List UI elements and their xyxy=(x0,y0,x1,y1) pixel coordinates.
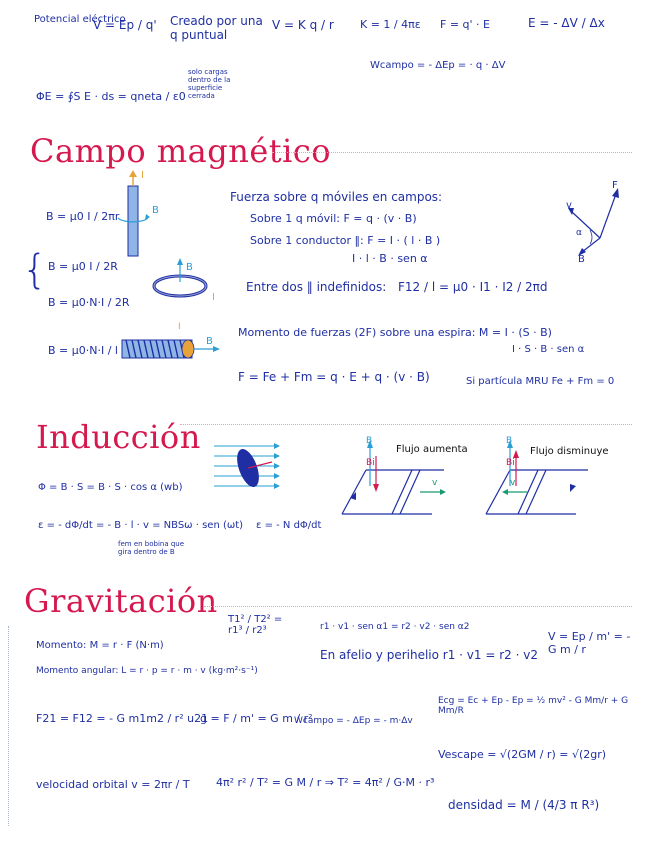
fuerza-title: Fuerza sobre q móviles en campos: xyxy=(230,190,443,204)
areas-formula: r1 · v1 · sen α1 = r2 · v2 · sen α2 xyxy=(320,622,470,632)
title-divider xyxy=(180,424,632,425)
potencial-formula: V = Ep / q' xyxy=(93,18,157,32)
vorbital-formula: velocidad orbital v = 2πr / T xyxy=(36,778,190,791)
flujo-disminuye-label: Flujo disminuye xyxy=(530,446,609,457)
force-label-F: F xyxy=(612,180,618,191)
force-label-B: B xyxy=(578,254,585,265)
force-label-v: v xyxy=(566,200,572,211)
sobre-conductor-formula-2: I · l · B · sen α xyxy=(352,252,428,265)
margin-line xyxy=(8,626,9,826)
f-formula: F = q' · E xyxy=(440,18,490,31)
momento-angular-formula: Momento angular: L = r · p = r · m · v (kg·m²·s⁻¹) xyxy=(36,666,258,676)
wire-field-label: B xyxy=(152,205,159,216)
flux-formula: ΦE = ∮S E · ds = qneta / ε0 xyxy=(36,90,186,103)
force-label-alpha: α xyxy=(576,228,582,238)
disminuye-B-label: B xyxy=(506,436,513,446)
curly-brace: { xyxy=(22,247,48,293)
aumenta-B-label: B xyxy=(366,436,373,446)
e-formula: E = - ΔV / Δx xyxy=(528,16,605,30)
flux-note: solo cargas dentro de la superficie cerrada xyxy=(188,68,231,100)
afelio-formula: En afelio y perihelio r1 · v1 = r2 · v2 xyxy=(320,648,538,662)
title-divider xyxy=(204,606,632,607)
momento-formula: Momento: M = r · F (N·m) xyxy=(36,640,164,651)
creado-formula: V = K q / r xyxy=(272,18,334,32)
b-coil-formula: B = μ0·N·I / 2R xyxy=(48,296,130,309)
ecg-formula: Ecg = Ec + Ep - Ep = ½ mv² - G Mm/r + G Mm/R xyxy=(438,696,629,716)
kepler-derived-formula: 4π² r² / T² = G M / r ⇒ T² = 4π² / G·M · r³ xyxy=(216,776,435,789)
loop-field-label: B xyxy=(186,262,193,273)
momento-espira-formula-2: I · S · B · sen α xyxy=(512,344,585,355)
flux-disk-diagram xyxy=(214,438,294,498)
loop-current-label: I xyxy=(212,292,215,303)
eps-n-formula: ε = - N dΦ/dt xyxy=(256,520,322,531)
wcampo-grav-formula: Wcampo = - ΔEp = - m·Δv xyxy=(294,716,413,726)
solenoid-field-label: B xyxy=(206,336,213,347)
momento-espira-formula: Momento de fuerzas (2F) sobre una espira: M = I · (S · B) xyxy=(238,326,552,339)
bobina-note: fem en bobina que gira dentro de B xyxy=(118,540,185,556)
vescape-formula: Vescape = √(2GM / r) = √(2gr) xyxy=(438,748,607,761)
aumenta-v-label: v xyxy=(432,478,438,488)
sobre-conductor-formula: Sobre 1 conductor ‖: F = I · ( l · B ) xyxy=(250,234,441,247)
phi-formula: Φ = B · S = B · S · cos α (wb) xyxy=(38,482,183,493)
wcampo-formula: Wcampo = - ΔEp = · q · ΔV xyxy=(370,60,506,71)
b-wire-formula: B = μ0 I / 2πr xyxy=(46,210,120,223)
title-divider xyxy=(272,152,632,153)
b-solenoid-formula: B = μ0·N·I / l xyxy=(48,344,118,357)
k-formula: K = 1 / 4πε xyxy=(360,18,421,31)
section-title-gravitacion: Gravitación xyxy=(24,582,218,620)
potencial-label: Potencial eléctrico xyxy=(34,14,126,25)
entre-dos-label: Entre dos ‖ indefinidos: xyxy=(246,280,387,294)
v-potencial-formula: V = Ep / m' = - G m / r xyxy=(548,630,631,656)
kepler3-formula: T1² / T2² = r1³ / r2³ xyxy=(228,614,283,636)
b-loop-formula: B = μ0 I / 2R xyxy=(48,260,118,273)
aumenta-Bi-label: Bi xyxy=(366,458,375,468)
section-title-induccion: Inducción xyxy=(36,418,201,456)
loop-diagram xyxy=(150,258,210,308)
sobre-q-formula: Sobre 1 q móvil: F = q · (v · B) xyxy=(250,212,417,225)
disminuye-v-label: v xyxy=(510,478,516,488)
solenoid-current-label: I xyxy=(178,322,181,332)
creado-label: Creado por una q puntual xyxy=(170,14,263,42)
densidad-formula: densidad = M / (4/3 π R³) xyxy=(448,798,600,812)
wire-current-label: I xyxy=(141,170,144,181)
section-title-campo-magnetico: Campo magnético xyxy=(30,132,332,170)
lorentz-formula: F = Fe + Fm = q · E + q · (v · B) xyxy=(238,370,430,384)
force-vectors-diagram xyxy=(560,178,630,262)
f21-formula: F21 = F12 = - G m1m2 / r² u21 xyxy=(36,712,209,725)
flujo-aumenta-label: Flujo aumenta xyxy=(396,444,468,455)
g-formula: g = F / m' = G m / r² xyxy=(200,712,313,725)
mru-formula: Si partícula MRU Fe + Fm = 0 xyxy=(466,376,615,387)
entre-dos-formula: F12 / l = μ0 · I1 · I2 / 2πd xyxy=(398,280,548,294)
eps-formula: ε = - dΦ/dt = - B · l · v = NBSω · sen (ωt) xyxy=(38,520,244,531)
disminuye-Bi-label: Bi xyxy=(506,458,515,468)
